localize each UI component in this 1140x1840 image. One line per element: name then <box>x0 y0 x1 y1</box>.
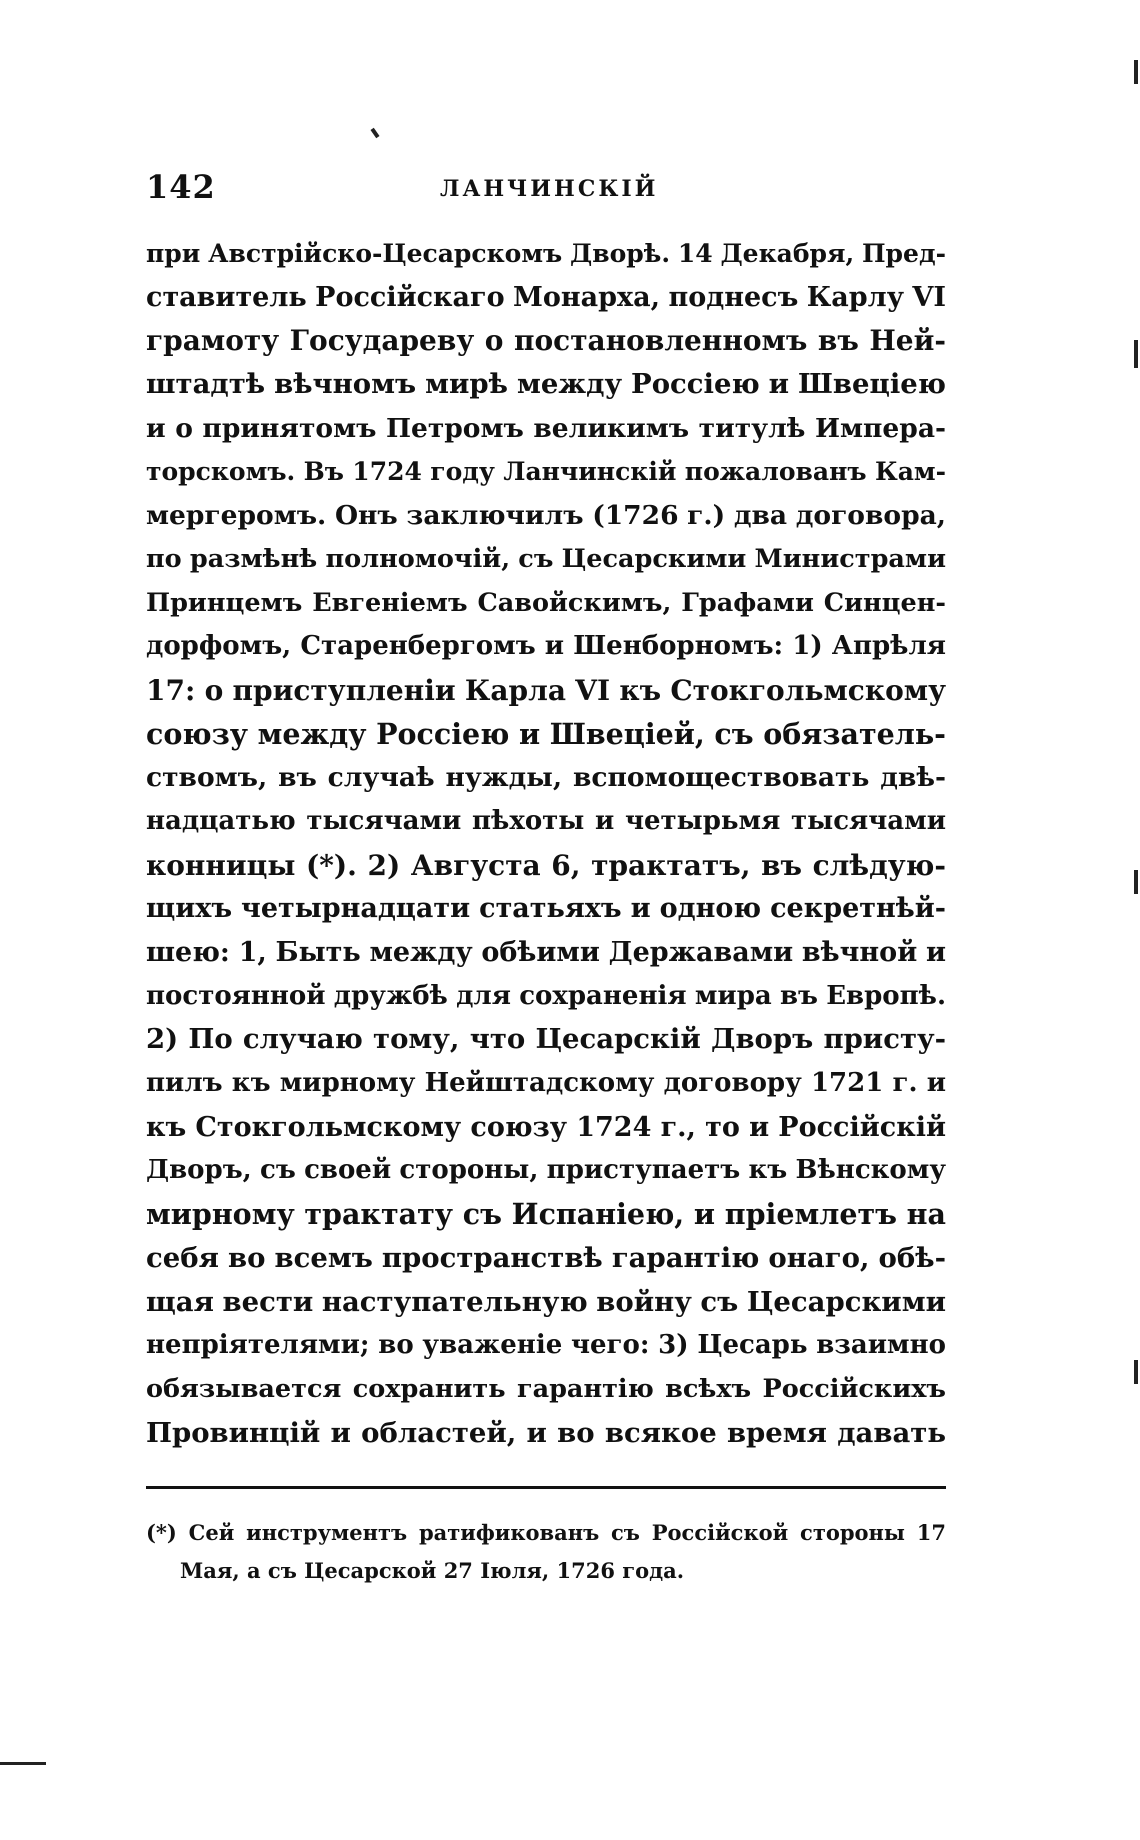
text-line: щихъ четырнадцати статьяхъ и одною секретнѣй- <box>146 893 946 925</box>
text-line: Провинцій и областей, и во всякое время давать <box>146 1416 946 1449</box>
text-line: ставитель Россійскаго Монарха, поднесъ Карлу VI <box>146 281 946 313</box>
text-line: штадтѣ вѣчномъ мирѣ между Россіею и Швеціею <box>146 368 946 401</box>
text-line: конницы (*). 2) Августа 6, трактатъ, въ слѣдую- <box>146 848 946 882</box>
page-header <box>146 168 946 208</box>
text-line: непріятелями; во уваженіе чего: 3) Цесарь взаимно <box>146 1330 946 1361</box>
scan-mark <box>1134 870 1138 894</box>
text-line: шею: 1, Быть между обѣими Державами вѣчной и <box>146 937 946 968</box>
text-line: 2) По случаю тому, что Цесарскій Дворъ присту- <box>146 1023 946 1056</box>
scan-mark <box>370 128 379 138</box>
footnote-line: Мая, а съ Цесарской 27 Іюля, 1726 года. <box>180 1558 685 1583</box>
text-line: мергеромъ. Онъ заключилъ (1726 г.) два договора, <box>146 500 946 532</box>
text-line: постоянной дружбѣ для сохраненія мира въ Европѣ. <box>146 980 946 1011</box>
text-line: себя во всемъ пространствѣ гарантію онаго, обѣ- <box>146 1241 946 1274</box>
text-line: союзу между Россіею и Швеціей, съ обязатель- <box>146 716 946 751</box>
text-line: ствомъ, въ случаѣ нужды, вспомоществовать двѣ- <box>146 762 946 794</box>
text-line: Дворъ, съ своей стороны, приступаетъ къ Вѣнскому <box>146 1155 946 1186</box>
text-line: при Австрійско-Цесарскомъ Дворѣ. 14 Декабря, Пред- <box>146 239 946 268</box>
body-text <box>146 232 946 1455</box>
running-head: ЛАНЧИНСКІЙ <box>440 176 659 202</box>
text-line: по размѣнѣ полномочій, съ Цесарскими Министрами <box>146 543 946 574</box>
text-line: грамоту Государеву о постановленномъ въ Ней- <box>146 324 946 358</box>
scan-mark <box>0 1762 46 1765</box>
footnote <box>146 1514 946 1590</box>
text-line: дорфомъ, Старенбергомъ и Шенборномъ: 1) Апрѣля <box>146 631 946 662</box>
text-line: Принцемъ Евгеніемъ Савойскимъ, Графами Синцен- <box>146 587 946 618</box>
text-line: обязывается сохранить гарантію всѣхъ Россійскихъ <box>146 1373 946 1404</box>
scan-mark <box>1134 60 1138 84</box>
scan-mark <box>1134 340 1138 368</box>
text-line: и о принятомъ Петромъ великимъ титулѣ Импера- <box>146 412 946 444</box>
page-number: 142 <box>146 168 216 206</box>
text-line: 17: о приступленіи Карла VI къ Стокгольмскому <box>146 673 946 707</box>
text-line: къ Стокгольмскому союзу 1724 г., то и Россійскій <box>146 1111 946 1143</box>
scan-mark <box>1134 1360 1138 1384</box>
text-line: пилъ къ мирному Нейштадскому договору 1721 г. и <box>146 1068 946 1099</box>
text-line: щая вести наступательную войну съ Цесарскими <box>146 1285 946 1318</box>
footnote-line: (*) Сей инструментъ ратификованъ съ Россійской стороны 17 <box>146 1520 946 1545</box>
text-line: надцатью тысячами пѣхоты и четырьмя тысячами <box>146 805 946 836</box>
text-line: торскомъ. Въ 1724 году Ланчинскій пожалованъ Кам- <box>146 457 946 487</box>
text-line: мирному трактату съ Испаніею, и пріемлетъ на <box>146 1197 946 1232</box>
footnote-divider <box>146 1486 946 1489</box>
